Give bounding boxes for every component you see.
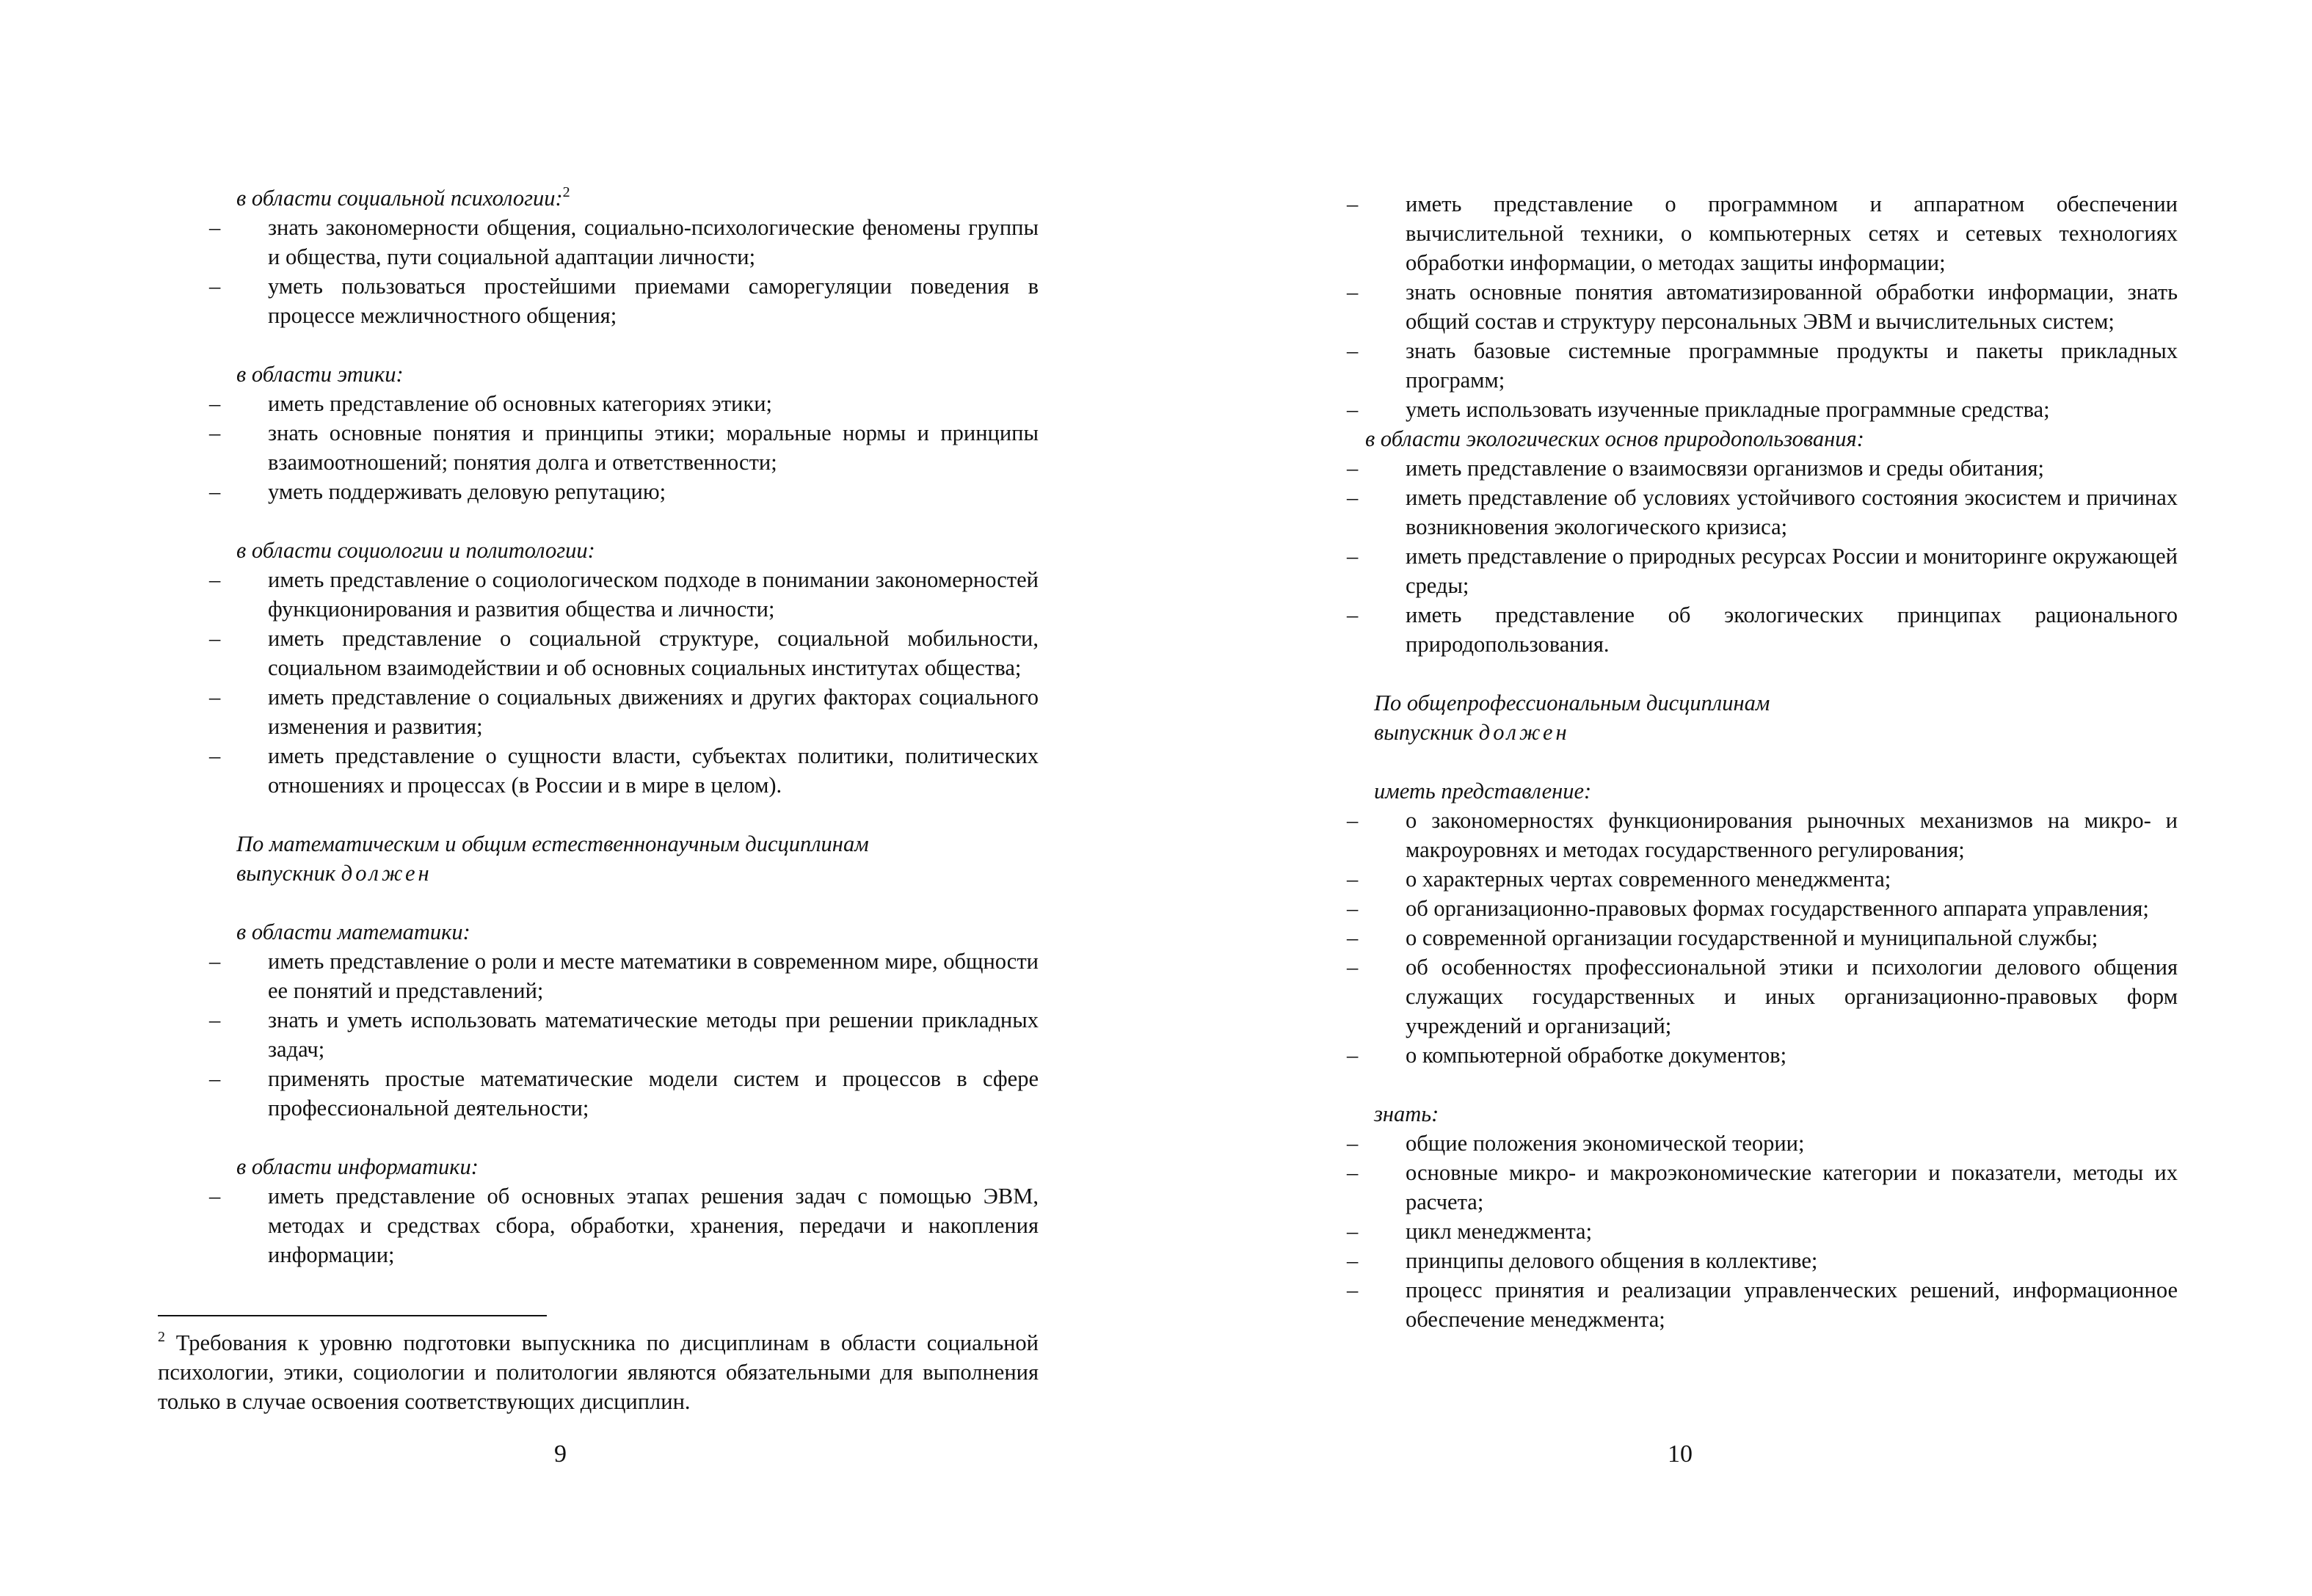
- list-item: – знать базовые системные программные продукты и пакеты прикладных программ;: [1347, 338, 2178, 393]
- list-item: – иметь представление об условиях устойчивого состояния экосистем и причинах возникновения экологического кризиса;: [1347, 485, 2178, 539]
- bullet-list: [209, 389, 1039, 506]
- section-informatics: [209, 1152, 1039, 1269]
- page-10: [1156, 0, 2312, 1596]
- section-sociology-politology: [209, 536, 1039, 800]
- footnote: [158, 1328, 1039, 1416]
- footnote-mark: 2: [158, 1329, 165, 1345]
- list-item: – цикл менеджмента;: [1347, 1219, 1593, 1244]
- group-heading-general-professional: [1347, 688, 2178, 747]
- list-item: – иметь представление об основных этапах решения задач с помощью ЭВМ, методах и средствах сбора, обработки, хранения, передачи и накопления информации;: [209, 1184, 1039, 1267]
- list-item: – о характерных чертах современного менеджмента;: [1347, 867, 1891, 892]
- bullet-list: [1347, 189, 2178, 424]
- group-heading-line: выпускник должен: [1374, 720, 1570, 745]
- section-heading: иметь представление:: [1374, 779, 1592, 804]
- list-item: – основные микро- и макроэкономические категории и показатели, методы их расчета;: [1347, 1160, 2178, 1214]
- list-item: – знать основные понятия и принципы этики; моральные нормы и принципы взаимоотношений; понятия долга и ответственности;: [209, 420, 1039, 475]
- section-informatics-continued: [1347, 189, 2178, 424]
- list-item: – знать и уметь использовать математические методы при решении прикладных задач;: [209, 1007, 1039, 1062]
- list-item: – об особенностях профессиональной этики и психологии делового общения служащих государственных и иных организационно-правовых форм учреждений и организаций;: [1347, 955, 2178, 1038]
- bullet-list: [209, 1181, 1039, 1269]
- section-heading: в области математики:: [236, 919, 470, 944]
- list-item: – иметь представление о взаимосвязи организмов и среды обитания;: [1347, 456, 2045, 481]
- footnote-divider: [158, 1315, 547, 1316]
- list-item: – об организационно-правовых формах государственного аппарата управления;: [1347, 896, 2149, 921]
- list-item: – иметь представление о программном и аппаратном обеспечении вычислительной техники, о компьютерных сетях и сетевых технологиях обработки информации, о методах защиты информации;: [1347, 192, 2178, 275]
- list-item: – знать основные понятия автоматизированной обработки информации, знать общий состав и структуру персональных ЭВМ и вычислительных систем;: [1347, 280, 2178, 334]
- bullet-list: [209, 565, 1039, 800]
- page-9-body: [209, 183, 1039, 1269]
- page-number: 9: [554, 1440, 567, 1468]
- list-item: – иметь представление о природных ресурсах России и мониторинге окружающей среды;: [1347, 544, 2178, 598]
- section-know: [1347, 1099, 2178, 1334]
- section-heading: в области экологических основ природопользования:: [1365, 426, 1864, 451]
- section-heading: в области информатики:: [236, 1154, 479, 1179]
- list-item: – о закономерностях функционирования рыночных механизмов на микро- и макроуровнях и методах государственного регулирования;: [1347, 808, 2178, 862]
- list-item: – иметь представление о социальной структуре, социальной мобильности, социальном взаимодействии и об основных социальных институтах общества;: [209, 626, 1039, 680]
- section-heading: в области социальной психологии:$^2$: [236, 184, 570, 211]
- list-item: – применять простые математические модели систем и процессов в сфере профессиональной деятельности;: [209, 1066, 1039, 1121]
- bullet-list: [209, 213, 1039, 330]
- group-heading-line: По математическим и общим естественнонаучным дисциплинам: [236, 831, 869, 856]
- group-heading-math-natural-sciences: [209, 829, 1039, 888]
- section-heading: знать:: [1374, 1101, 1439, 1126]
- section-heading: в области этики:: [236, 362, 404, 387]
- page-10-body: [1347, 189, 2178, 1334]
- list-item: – общие положения экономической теории;: [1347, 1131, 1805, 1156]
- list-item: – уметь пользоваться простейшими приемами саморегуляции поведения в процессе межличностного общения;: [209, 274, 1039, 328]
- list-item: – знать закономерности общения, социально-психологические феномены группы и общества, пути социальной адаптации личности;: [209, 215, 1039, 269]
- list-item: – иметь представление об основных категориях этики;: [209, 391, 772, 416]
- list-item: – иметь представление о роли и месте математики в современном мире, общности ее понятий и представлений;: [209, 949, 1039, 1003]
- footnote-text: Требования к уровню подготовки выпускника по дисциплинам в области социальной психологии, этики, социологии и политологии являются обязательными для выполнения только в случае освоения соответствующих дисциплин.: [158, 1330, 1039, 1414]
- list-item: – процесс принятия и реализации управленческих решений, информационное обеспечение менеджмента;: [1347, 1278, 2178, 1332]
- list-item: – иметь представление о социальных движениях и других факторах социального изменения и развития;: [209, 685, 1039, 739]
- bullet-list: [1347, 453, 2178, 659]
- list-item: – принципы делового общения в коллективе;: [1347, 1248, 1818, 1273]
- section-mathematics: [209, 917, 1039, 1123]
- list-item: – иметь представление о социологическом подходе в понимании закономерностей функционирования и развития общества и личности;: [209, 567, 1039, 622]
- section-have-understanding: [1347, 776, 2178, 1070]
- section-ethics: [209, 360, 1039, 506]
- section-heading: в области социологии и политологии:: [236, 538, 595, 563]
- group-heading-line: По общепрофессиональным дисциплинам: [1374, 690, 1770, 715]
- section-ecology: [1347, 424, 2178, 659]
- list-item: – иметь представление об экологических принципах рационального природопользования.: [1347, 602, 2178, 657]
- list-item: – о компьютерной обработке документов;: [1347, 1043, 1787, 1068]
- list-item: – о современной организации государственной и муниципальной службы;: [1347, 925, 2098, 950]
- footnote-reference[interactable]: 2: [562, 184, 570, 200]
- page-number: 10: [1668, 1440, 1693, 1468]
- bullet-list: [1347, 806, 2178, 1070]
- list-item: – уметь поддерживать деловую репутацию;: [209, 479, 666, 504]
- list-item: – иметь представление о сущности власти, субъектах политики, политических отношениях и процессах (в России и в мире в целом).: [209, 743, 1039, 798]
- group-heading-line: выпускник должен: [236, 861, 432, 886]
- bullet-list: [1347, 1129, 2178, 1334]
- bullet-list: [209, 947, 1039, 1123]
- section-social-psychology: [209, 183, 1039, 330]
- list-item: – уметь использовать изученные прикладные программные средства;: [1347, 397, 2050, 422]
